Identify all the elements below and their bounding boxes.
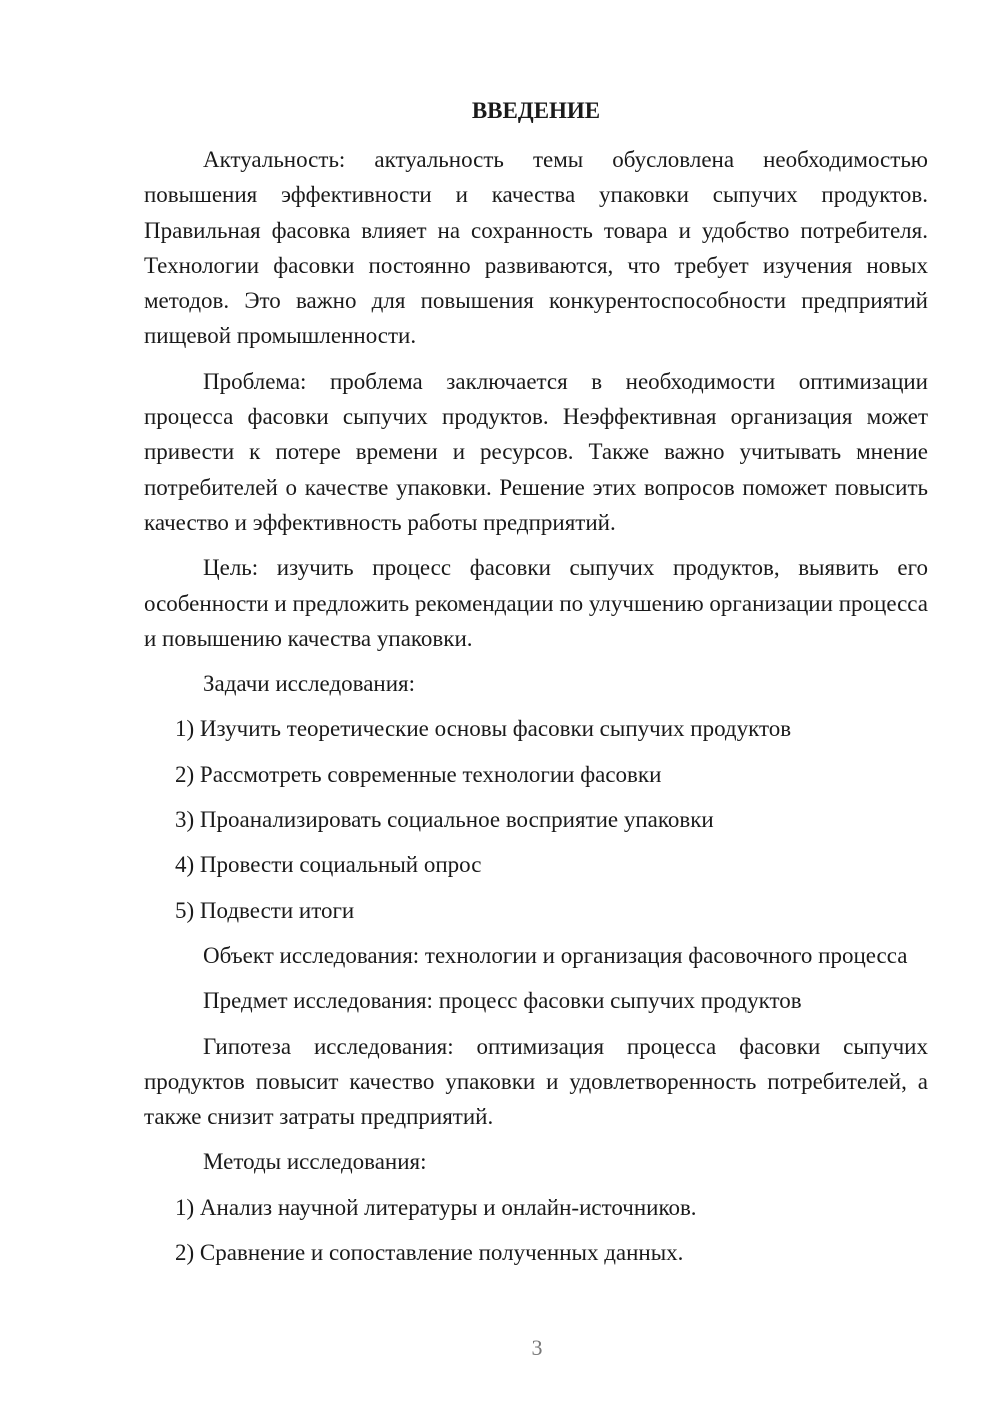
methods-list bbox=[144, 1190, 928, 1271]
list-item: 1) Анализ научной литературы и онлайн-источников. bbox=[175, 1194, 697, 1220]
tasks-list bbox=[144, 711, 928, 927]
paragraph-goal: Цель: изучить процесс фасовки сыпучих продуктов, выявить его особенности и предложить рекомендации по улучшению организации процесса и повышению качества упаковки. bbox=[144, 555, 928, 651]
paragraph-hypothesis: Гипотеза исследования: оптимизация процесса фасовки сыпучих продуктов повысит качество упаковки и удовлетворенность потребителей, а также снизит затраты предприятий. bbox=[144, 1033, 928, 1130]
tasks-heading: Задачи исследования: bbox=[203, 671, 416, 697]
page-number: 3 bbox=[531, 1335, 543, 1360]
paragraph-subject: Предмет исследования: процесс фасовки сыпучих продуктов bbox=[203, 988, 802, 1014]
list-item: 3) Проанализировать социальное восприятие упаковки bbox=[175, 807, 714, 833]
list-item: 2) Сравнение и сопоставление полученных данных. bbox=[175, 1240, 684, 1266]
list-item: 4) Провести социальный опрос bbox=[175, 852, 482, 878]
list-item: 5) Подвести итоги bbox=[175, 897, 355, 923]
paragraph-relevance: Актуальность: актуальность темы обусловлена необходимостью повышения эффективности и качества упаковки сыпучих продуктов. Правильная фасовка влияет на сохранность товара и удобство потребителя. Технологии фасовки постоянно развиваются, что требует изучения новых методов. Это важно для повышения конкурентоспособности предприятий пищевой промышленности. bbox=[144, 147, 928, 349]
page-title: ВВЕДЕНИЕ bbox=[471, 98, 601, 123]
body-text bbox=[144, 142, 928, 1280]
methods-heading: Методы исследования: bbox=[203, 1149, 427, 1175]
paragraph-problem: Проблема: проблема заключается в необходимости оптимизации процесса фасовки сыпучих продуктов. Неэффективная организация может привести к потере времени и ресурсов. Также важно учитывать мнение потребителей о качестве упаковки. Решение этих вопросов поможет повысить качество и эффективность работы предприятий. bbox=[144, 368, 928, 535]
list-item: 1) Изучить теоретические основы фасовки сыпучих продуктов bbox=[175, 716, 792, 742]
list-item: 2) Рассмотреть современные технологии фасовки bbox=[175, 761, 662, 787]
paragraph-object: Объект исследования: технологии и организация фасовочного процесса bbox=[203, 942, 908, 968]
